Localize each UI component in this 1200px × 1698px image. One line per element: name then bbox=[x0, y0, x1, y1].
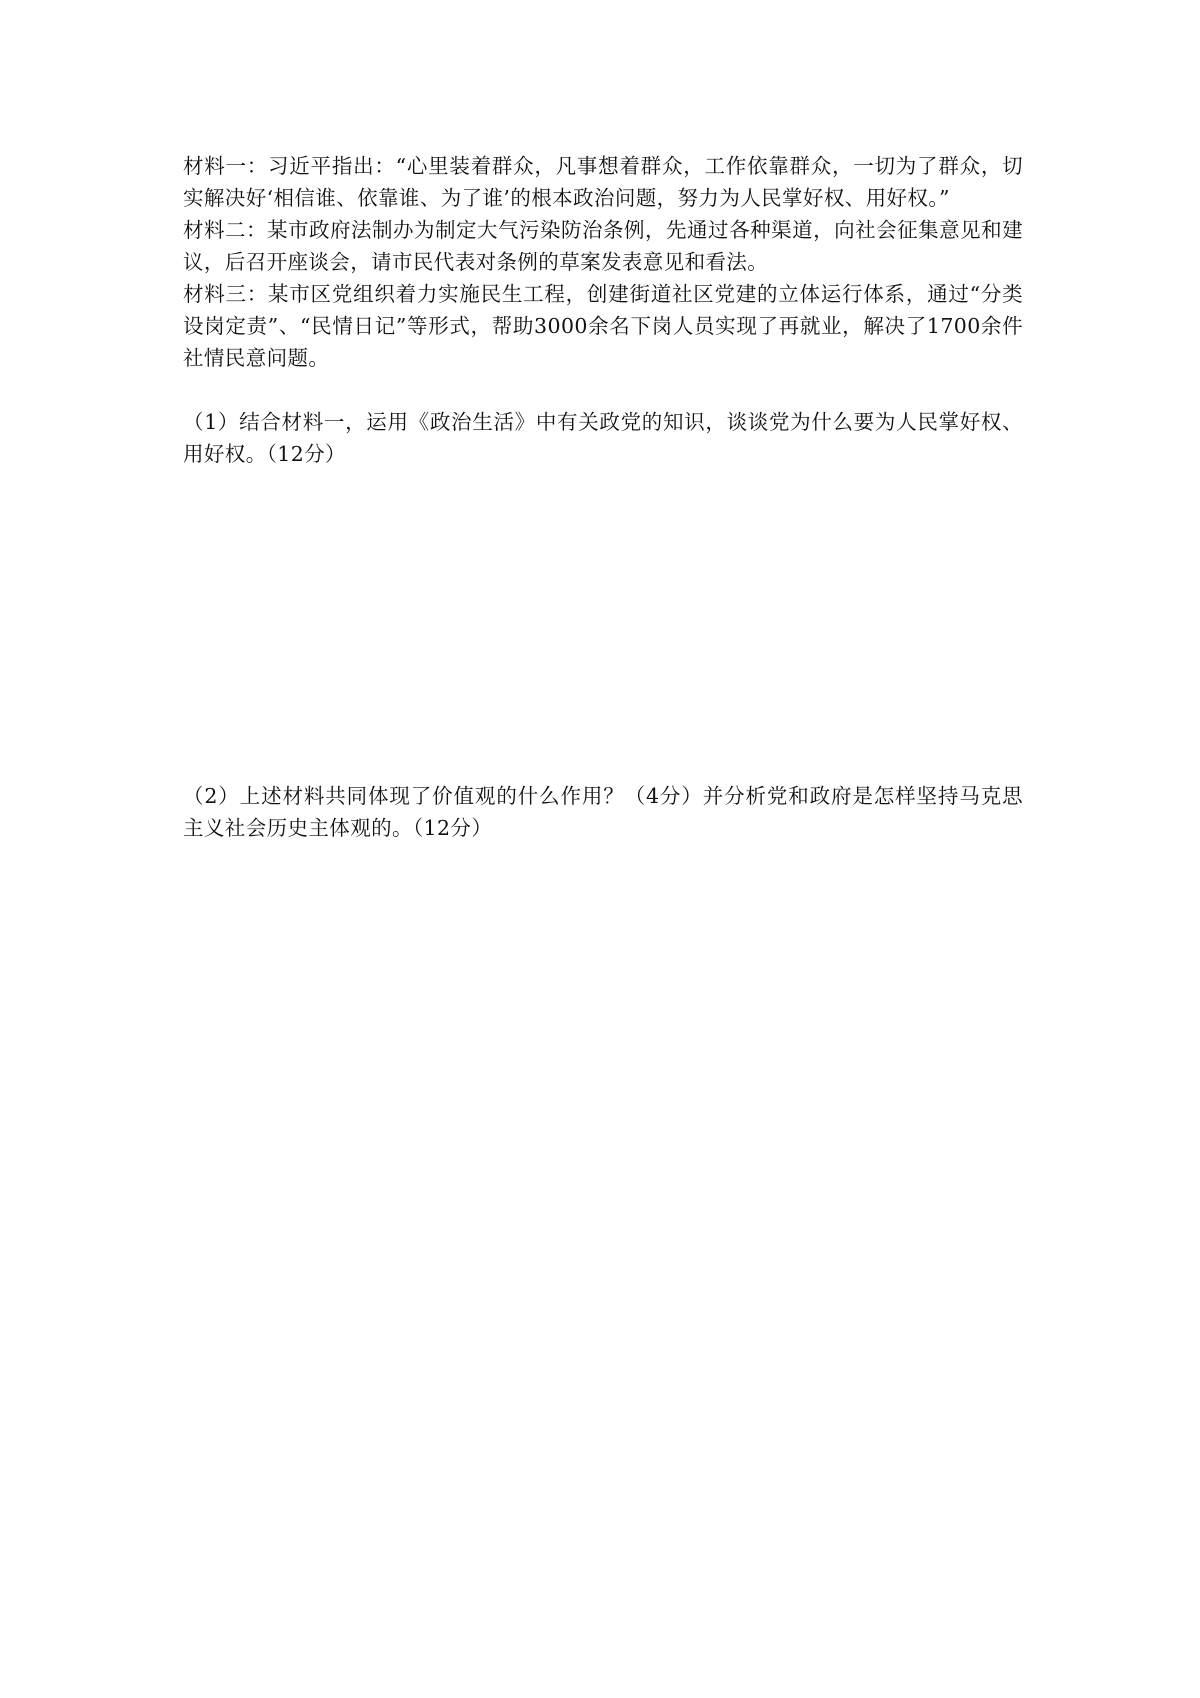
question-one bbox=[183, 406, 1023, 470]
materials-section bbox=[183, 150, 1023, 374]
material-two: 材料二：某市政府法制办为制定大气污染防治条例，先通过各种渠道，向社会征集意见和建议，后召开座谈会，请市民代表对条例的草案发表意见和看法。 bbox=[183, 218, 1023, 274]
question-two-text: （2）上述材料共同体现了价值观的什么作用？（4分）并分析党和政府是怎样坚持马克思主义社会历史主体观的。（12分） bbox=[183, 784, 1023, 840]
material-three: 材料三：某市区党组织着力实施民生工程，创建街道社区党建的立体运行体系，通过“分类设岗定责”、“民情日记”等形式，帮助3000余名下岗人员实现了再就业，解决了1700余件社情民意问题。 bbox=[183, 282, 1023, 370]
material-one: 材料一：习近平指出：“心里装着群众，凡事想着群众，工作依靠群众，一切为了群众，切实解决好‘相信谁、依靠谁、为了谁’的根本政治问题，努力为人民掌好权、用好权。” bbox=[183, 154, 1023, 210]
question-one-text: （1）结合材料一，运用《政治生活》中有关政党的知识，谈谈党为什么要为人民掌好权、用好权。（12分） bbox=[183, 410, 1023, 466]
question-two bbox=[183, 780, 1023, 844]
